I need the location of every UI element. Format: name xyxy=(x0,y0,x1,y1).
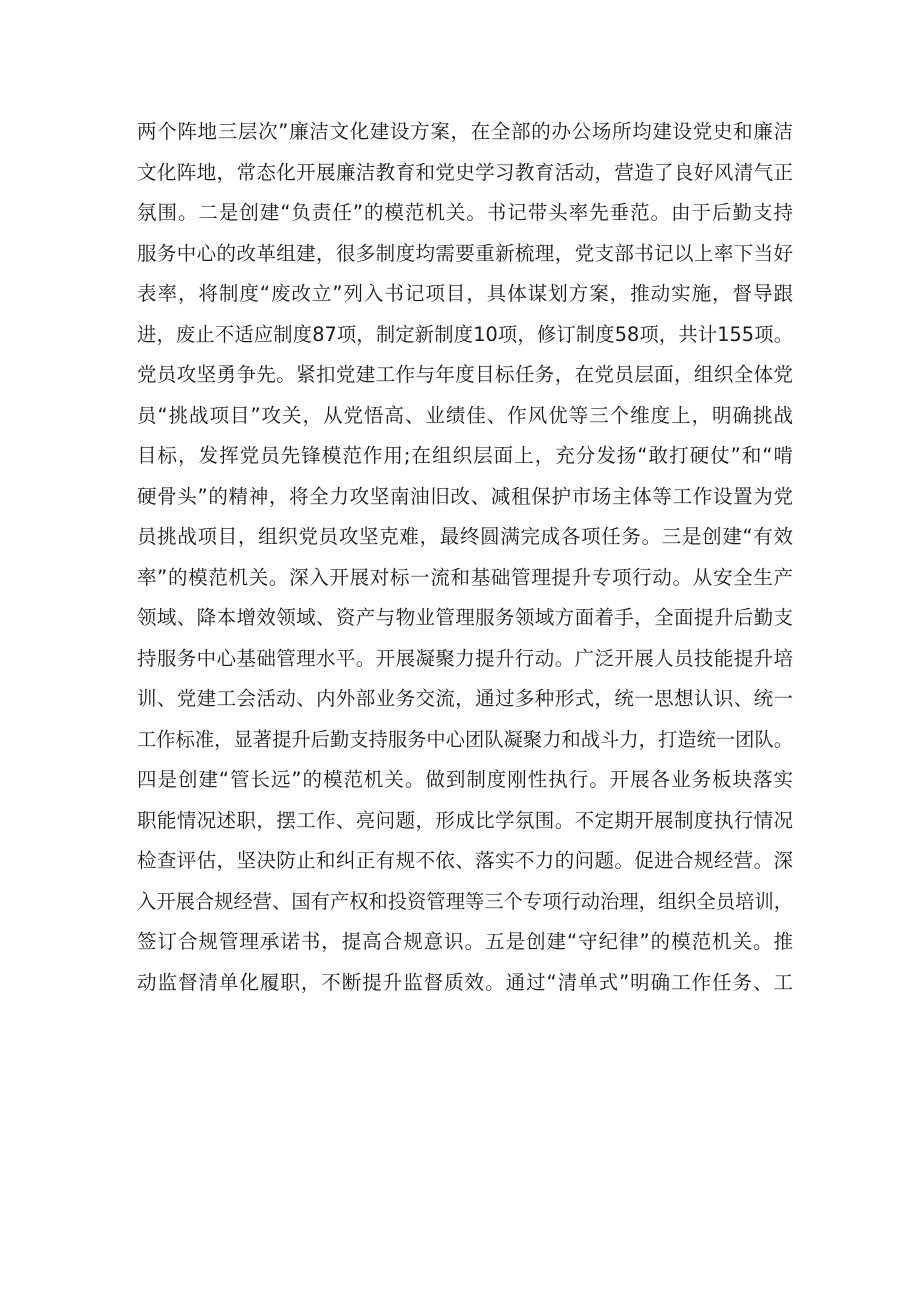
text-line: 员挑战项目，组织党员攻坚克难，最终圆满完成各项任务。三是创建“有效 xyxy=(137,525,793,548)
text-line: 训、党建工会活动、内外部业务交流，通过多种形式，统一思想认识、统一 xyxy=(137,687,793,710)
text-line: 文化阵地，常态化开展廉洁教育和党史学习教育活动，营造了良好风清气正 xyxy=(137,160,793,184)
text-line: 持服务中心基础管理水平。开展凝聚力提升行动。广泛开展人员技能提升培 xyxy=(137,646,793,670)
text-line: 员“挑战项目”攻关，从党悟高、业绩佳、作风优等三个维度上，明确挑战 xyxy=(137,403,793,427)
text-line: 氛围。二是创建“负责任”的模范机关。书记带头率先垂范。由于后勤支持 xyxy=(137,201,793,224)
text-line: 率”的模范机关。深入开展对标一流和基础管理提升专项行动。从安全生产 xyxy=(137,565,793,589)
text-line: 服务中心的改革组建，很多制度均需要重新梳理，党支部书记以上率下当好 xyxy=(137,241,793,265)
text-line: 动监督清单化履职，不断提升监督质效。通过“清单式”明确工作任务、工 xyxy=(137,970,793,994)
text-line: 两个阵地三层次”廉洁文化建设方案，在全部的办公场所均建设党史和廉洁 xyxy=(137,120,793,143)
text-line: 职能情况述职，摆工作、亮问题，形成比学氛围。不定期开展制度执行情况 xyxy=(137,808,793,832)
text-line: 检查评估，坚决防止和纠正有规不依、落实不力的问题。促进合规经营。深 xyxy=(137,849,793,872)
text-line: 目标，发挥党员先锋模范作用;在组织层面上，充分发扬“敢打硬仗”和“啃 xyxy=(137,444,793,467)
text-line: 入开展合规经营、国有产权和投资管理等三个专项行动治理，组织全员培训， xyxy=(137,889,793,913)
text-line: 进，废止不适应制度87项，制定新制度10项，修订制度58项，共计155项。 xyxy=(137,322,793,346)
text-line: 表率，将制度“废改立”列入书记项目，具体谋划方案，推动实施，督导跟 xyxy=(137,282,793,305)
body-text xyxy=(137,112,793,1003)
text-line: 签订合规管理承诺书，提高合规意识。五是创建“守纪律”的模范机关。推 xyxy=(137,930,793,953)
text-line: 党员攻坚勇争先。紧扣党建工作与年度目标任务，在党员层面，组织全体党 xyxy=(137,363,793,386)
text-line: 工作标准，显著提升后勤支持服务中心团队凝聚力和战斗力，打造统一团队。 xyxy=(137,727,793,751)
text-line: 领域、降本增效领域、资产与物业管理服务领域方面着手，全面提升后勤支 xyxy=(137,606,793,629)
text-line: 四是创建“管长远”的模范机关。做到制度刚性执行。开展各业务板块落实 xyxy=(137,768,793,791)
text-line: 硬骨头”的精神，将全力攻坚南油旧改、减租保护市场主体等工作设置为党 xyxy=(137,484,793,508)
